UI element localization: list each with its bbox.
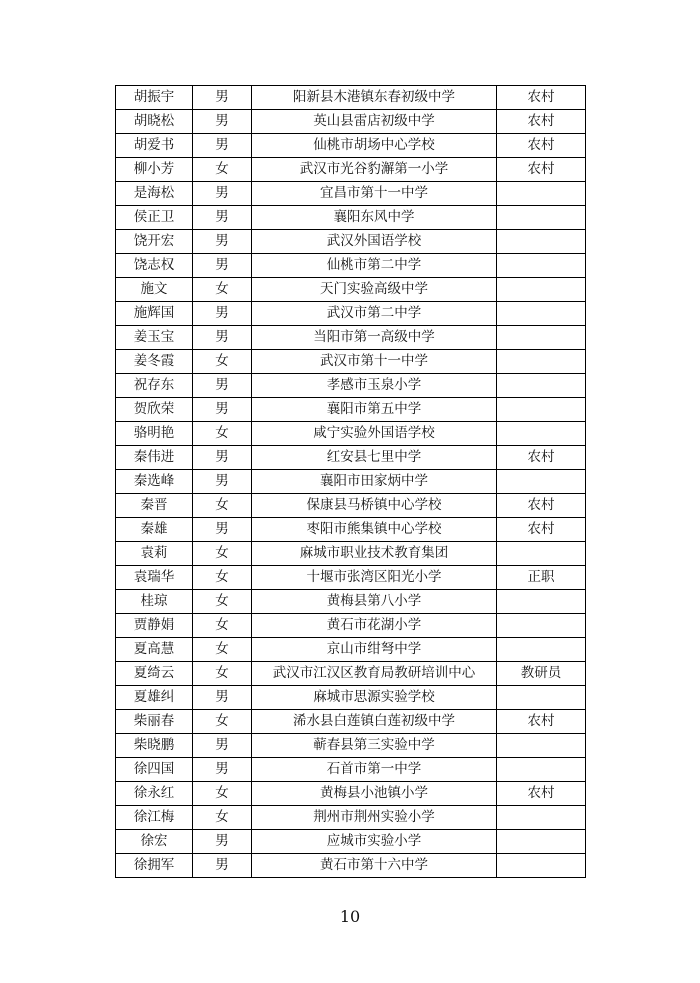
cell-school: 黄梅县第八小学: [252, 590, 497, 614]
table-row: [116, 710, 586, 734]
cell-school: 宜昌市第十一中学: [252, 182, 497, 206]
table-row: [116, 614, 586, 638]
table-row: [116, 230, 586, 254]
cell-name: 秦伟进: [116, 446, 193, 470]
table-row: [116, 686, 586, 710]
table-row: [116, 782, 586, 806]
table-row: [116, 278, 586, 302]
cell-note: 农村: [497, 110, 586, 134]
cell-name: 施辉国: [116, 302, 193, 326]
cell-school: 麻城市思源实验学校: [252, 686, 497, 710]
cell-gender: 女: [193, 614, 252, 638]
cell-school: 荆州市荆州实验小学: [252, 806, 497, 830]
cell-name: 柴晓鹏: [116, 734, 193, 758]
cell-note: [497, 470, 586, 494]
cell-name: 袁莉: [116, 542, 193, 566]
cell-gender: 女: [193, 350, 252, 374]
table-row: [116, 542, 586, 566]
cell-gender: 男: [193, 206, 252, 230]
table-row: [116, 206, 586, 230]
cell-school: 京山市绀弩中学: [252, 638, 497, 662]
table-row: [116, 854, 586, 878]
table-row: [116, 302, 586, 326]
cell-name: 徐永红: [116, 782, 193, 806]
cell-school: 黄石市第十六中学: [252, 854, 497, 878]
cell-note: [497, 182, 586, 206]
cell-school: 武汉外国语学校: [252, 230, 497, 254]
table-row: [116, 470, 586, 494]
cell-name: 侯正卫: [116, 206, 193, 230]
cell-note: [497, 638, 586, 662]
table-row: [116, 830, 586, 854]
cell-gender: 女: [193, 638, 252, 662]
cell-gender: 男: [193, 470, 252, 494]
cell-note: 农村: [497, 782, 586, 806]
cell-name: 祝存东: [116, 374, 193, 398]
cell-gender: 男: [193, 134, 252, 158]
table-row: [116, 422, 586, 446]
cell-note: 农村: [497, 134, 586, 158]
table-row: [116, 350, 586, 374]
cell-gender: 女: [193, 158, 252, 182]
cell-note: [497, 398, 586, 422]
cell-gender: 男: [193, 446, 252, 470]
cell-note: [497, 374, 586, 398]
cell-note: 农村: [497, 710, 586, 734]
roster-table: [115, 85, 586, 878]
cell-note: 农村: [497, 86, 586, 110]
cell-note: [497, 590, 586, 614]
cell-gender: 男: [193, 758, 252, 782]
cell-gender: 男: [193, 302, 252, 326]
cell-note: [497, 350, 586, 374]
table-row: [116, 374, 586, 398]
cell-gender: 女: [193, 590, 252, 614]
cell-name: 柴丽春: [116, 710, 193, 734]
cell-note: [497, 278, 586, 302]
table-row: [116, 134, 586, 158]
cell-name: 饶开宏: [116, 230, 193, 254]
cell-school: 武汉市光谷豹澥第一小学: [252, 158, 497, 182]
cell-note: 农村: [497, 494, 586, 518]
cell-gender: 女: [193, 494, 252, 518]
cell-note: [497, 854, 586, 878]
cell-name: 徐宏: [116, 830, 193, 854]
cell-name: 夏高慧: [116, 638, 193, 662]
cell-name: 施文: [116, 278, 193, 302]
cell-gender: 男: [193, 686, 252, 710]
roster-body: [116, 86, 586, 878]
cell-name: 胡爱书: [116, 134, 193, 158]
cell-name: 骆明艳: [116, 422, 193, 446]
cell-name: 胡晓松: [116, 110, 193, 134]
page-number: 10: [339, 907, 361, 926]
cell-note: [497, 758, 586, 782]
cell-gender: 男: [193, 830, 252, 854]
cell-gender: 男: [193, 854, 252, 878]
cell-name: 徐四国: [116, 758, 193, 782]
cell-school: 襄阳市田家炳中学: [252, 470, 497, 494]
cell-name: 徐拥军: [116, 854, 193, 878]
table-row: [116, 518, 586, 542]
cell-school: 红安县七里中学: [252, 446, 497, 470]
table-row: [116, 182, 586, 206]
cell-school: 麻城市职业技术教育集团: [252, 542, 497, 566]
cell-gender: 女: [193, 806, 252, 830]
cell-note: 农村: [497, 446, 586, 470]
cell-school: 孝感市玉泉小学: [252, 374, 497, 398]
cell-note: [497, 806, 586, 830]
cell-name: 贺欣荣: [116, 398, 193, 422]
cell-school: 仙桃市胡场中心学校: [252, 134, 497, 158]
cell-name: 姜冬霞: [116, 350, 193, 374]
cell-school: 天门实验高级中学: [252, 278, 497, 302]
cell-school: 英山县雷店初级中学: [252, 110, 497, 134]
cell-gender: 男: [193, 182, 252, 206]
table-row: [116, 806, 586, 830]
cell-note: [497, 326, 586, 350]
cell-name: 徐江梅: [116, 806, 193, 830]
table-row: [116, 446, 586, 470]
cell-school: 阳新县木港镇东春初级中学: [252, 86, 497, 110]
cell-note: 正职: [497, 566, 586, 590]
cell-gender: 男: [193, 254, 252, 278]
cell-note: [497, 302, 586, 326]
table-row: [116, 494, 586, 518]
cell-school: 黄石市花湖小学: [252, 614, 497, 638]
table-row: [116, 566, 586, 590]
cell-name: 姜玉宝: [116, 326, 193, 350]
cell-school: 十堰市张湾区阳光小学: [252, 566, 497, 590]
cell-name: 贾静娟: [116, 614, 193, 638]
cell-gender: 男: [193, 398, 252, 422]
cell-note: 农村: [497, 158, 586, 182]
cell-school: 应城市实验小学: [252, 830, 497, 854]
table-row: [116, 398, 586, 422]
cell-school: 襄阳东风中学: [252, 206, 497, 230]
cell-note: 教研员: [497, 662, 586, 686]
cell-note: 农村: [497, 518, 586, 542]
cell-school: 武汉市第二中学: [252, 302, 497, 326]
table-row: [116, 638, 586, 662]
table-row: [116, 326, 586, 350]
cell-gender: 女: [193, 662, 252, 686]
cell-note: [497, 686, 586, 710]
cell-gender: 男: [193, 110, 252, 134]
cell-gender: 男: [193, 326, 252, 350]
cell-note: [497, 614, 586, 638]
cell-school: 黄梅县小池镇小学: [252, 782, 497, 806]
cell-note: [497, 734, 586, 758]
cell-school: 武汉市第十一中学: [252, 350, 497, 374]
cell-school: 蕲春县第三实验中学: [252, 734, 497, 758]
cell-note: [497, 254, 586, 278]
table-row: [116, 158, 586, 182]
cell-gender: 女: [193, 422, 252, 446]
cell-note: [497, 422, 586, 446]
cell-school: 武汉市江汉区教育局教研培训中心: [252, 662, 497, 686]
cell-school: 当阳市第一高级中学: [252, 326, 497, 350]
cell-school: 保康县马桥镇中心学校: [252, 494, 497, 518]
cell-gender: 男: [193, 518, 252, 542]
cell-name: 袁瑞华: [116, 566, 193, 590]
cell-name: 胡振宇: [116, 86, 193, 110]
cell-gender: 男: [193, 86, 252, 110]
table-row: [116, 254, 586, 278]
cell-school: 仙桃市第二中学: [252, 254, 497, 278]
cell-name: 秦晋: [116, 494, 193, 518]
cell-gender: 男: [193, 374, 252, 398]
cell-gender: 男: [193, 734, 252, 758]
cell-school: 石首市第一中学: [252, 758, 497, 782]
cell-gender: 女: [193, 710, 252, 734]
cell-note: [497, 230, 586, 254]
cell-gender: 女: [193, 278, 252, 302]
table-row: [116, 758, 586, 782]
cell-name: 桂琼: [116, 590, 193, 614]
cell-name: 夏雄纠: [116, 686, 193, 710]
cell-name: 柳小芳: [116, 158, 193, 182]
table-row: [116, 662, 586, 686]
cell-note: [497, 206, 586, 230]
cell-note: [497, 830, 586, 854]
table-row: [116, 734, 586, 758]
cell-name: 夏绮云: [116, 662, 193, 686]
table-row: [116, 86, 586, 110]
cell-school: 枣阳市熊集镇中心学校: [252, 518, 497, 542]
table-row: [116, 590, 586, 614]
cell-gender: 女: [193, 566, 252, 590]
cell-name: 饶志权: [116, 254, 193, 278]
cell-school: 襄阳市第五中学: [252, 398, 497, 422]
cell-gender: 女: [193, 782, 252, 806]
cell-school: 咸宁实验外国语学校: [252, 422, 497, 446]
cell-name: 秦选峰: [116, 470, 193, 494]
cell-gender: 女: [193, 542, 252, 566]
cell-note: [497, 542, 586, 566]
cell-school: 浠水县白莲镇白莲初级中学: [252, 710, 497, 734]
table-row: [116, 110, 586, 134]
cell-gender: 男: [193, 230, 252, 254]
cell-name: 是海松: [116, 182, 193, 206]
cell-name: 秦雄: [116, 518, 193, 542]
